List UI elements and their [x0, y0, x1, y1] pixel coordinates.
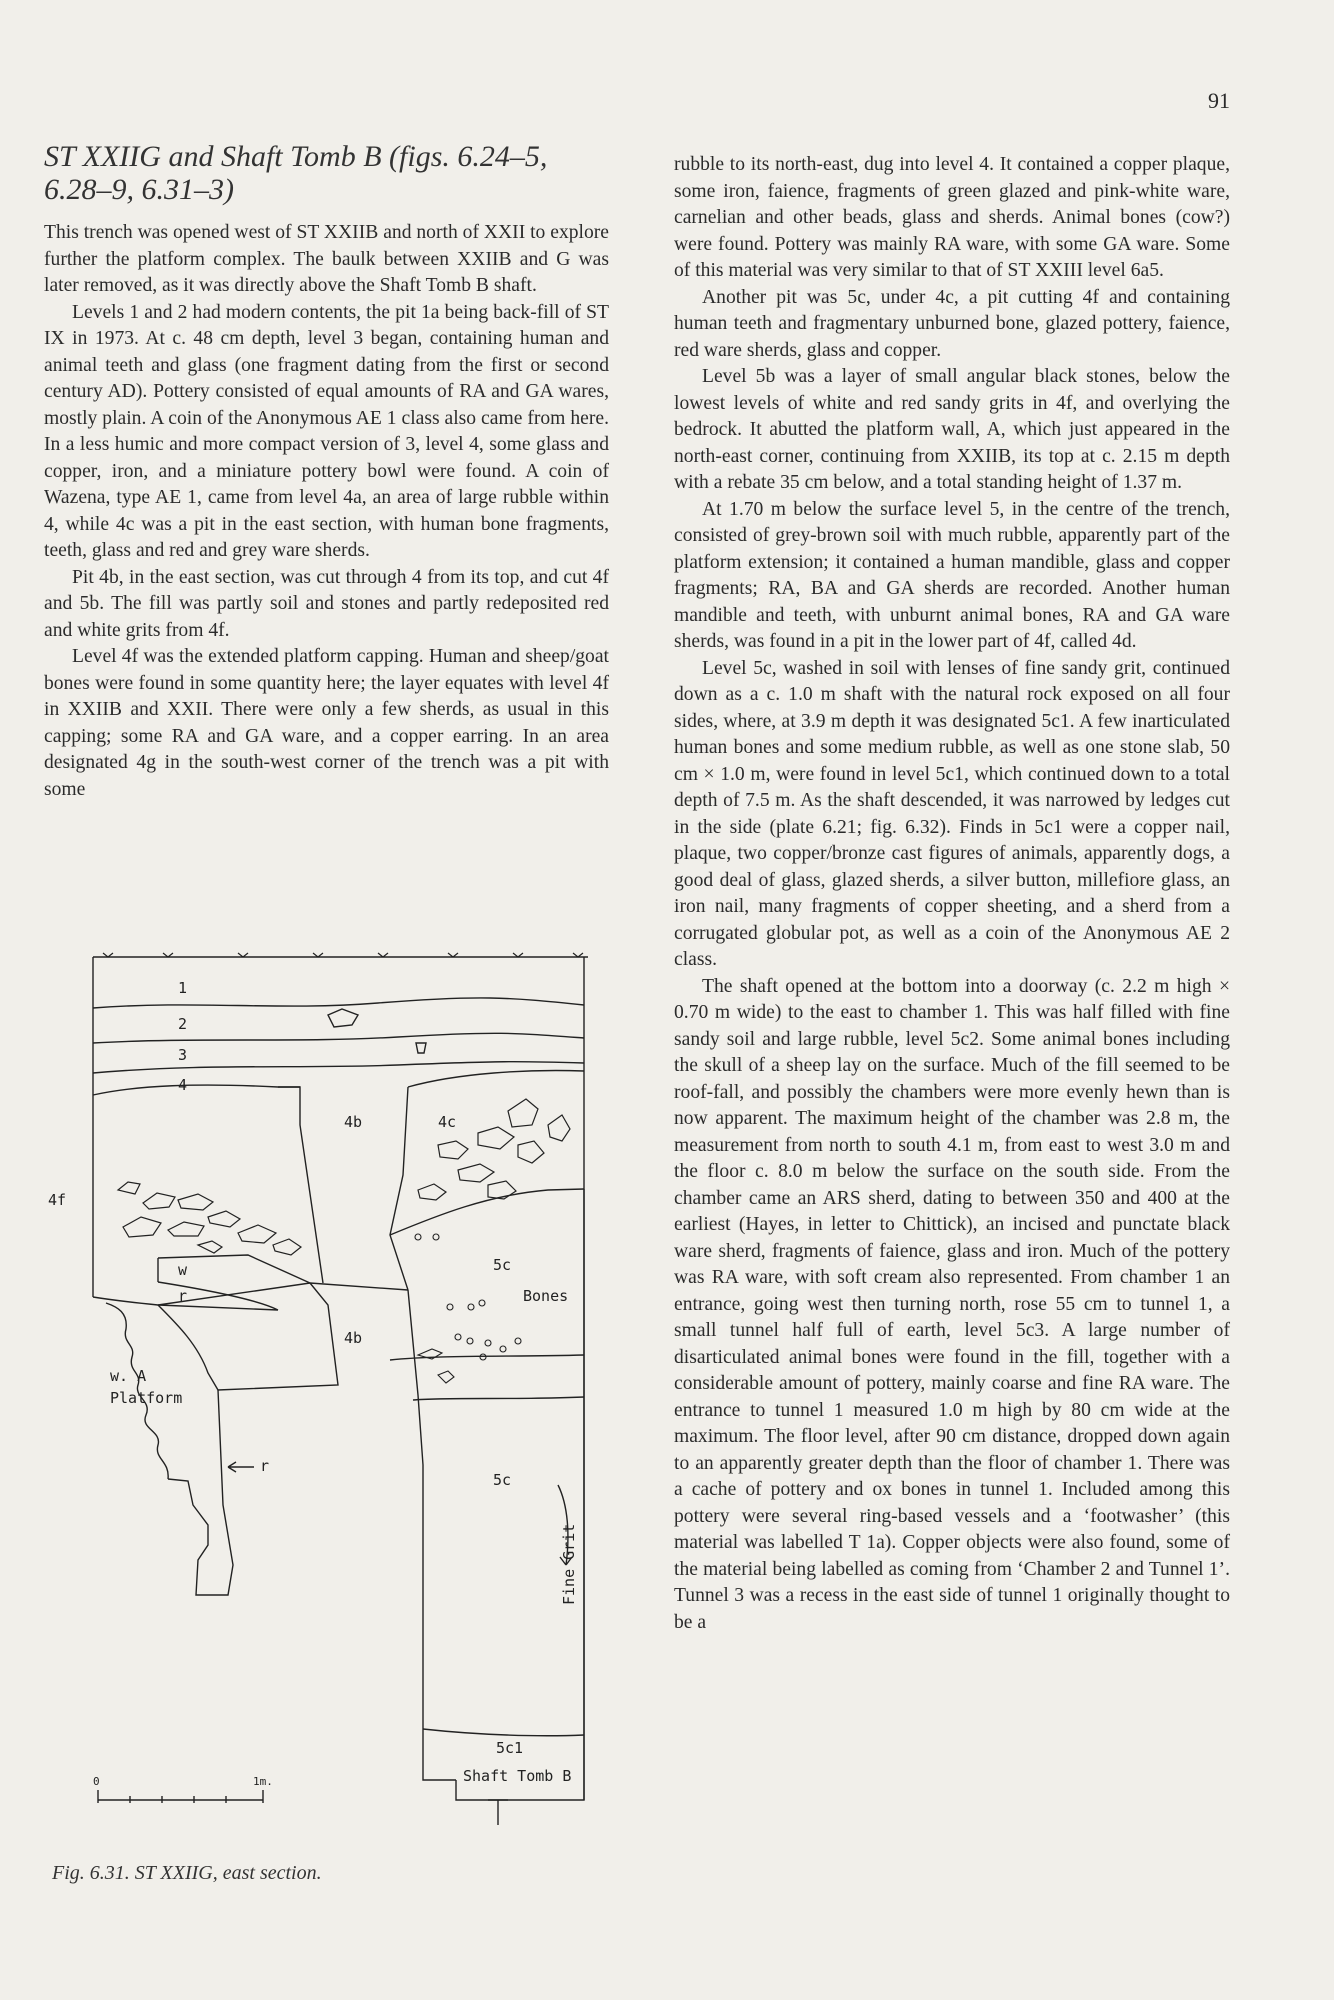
left-column: [44, 220, 609, 803]
boundary-4-lower: [93, 1085, 300, 1095]
right-paragraph-5: Level 5c, washed in soil with lenses of fine sandy grit, continued down as a c. 1.0 m shaft with the natural rock exposed on all four sides, where, at 3.9 m depth it was designated 5c1. A few inarticulated human bones and some medium rubble, as well as one stone slab, 50 cm × 1.0 m, were found in level 5c1, which continued down to a total depth of 7.5 m. As the shaft descended, it was narrowed by ledges cut in the side (plate 6.21; fig. 6.32). Finds in 5c1 were a copper nail, plaque, two copper/bronze cast figures of animals, apparently dogs, a good deal of glass, glazed sherds, a silver button, millefiore glass, an iron nail, many fragments of copper sheeting, and a sherd from a corrugated globular pot, as well as a coin of the Anonymous AE 2 class.: [674, 657, 1230, 970]
label-shaft-tomb: Shaft Tomb B: [463, 1767, 572, 1785]
label-5c-mid: 5c: [493, 1471, 512, 1489]
left-paragraph-1: This trench was opened west of ST XXIIB and north of XXII to explore further the platform complex. The baulk between XXIIB and G was later removed, as it was directly above the Shaft Tomb B shaft.: [44, 222, 610, 296]
label-bones: Bones: [523, 1287, 569, 1305]
right-column: [674, 152, 1230, 1636]
scale-label-1m: 1m.: [253, 1775, 273, 1788]
platform-steps: [168, 1390, 233, 1595]
trench-outline: [93, 957, 584, 1800]
left-paragraph-4: Level 4f was the extended platform capping. Human and sheep/goat bones were found in some quantity here; the layer equates with level 4f in XXIIB and XXII. There were only a few sherds, as usual in this capping; some RA and GA ware, and a copper earring. In an area designated 4g in the south-west corner of the trench was a pit with some: [44, 646, 609, 800]
platform-capping: [93, 1283, 408, 1305]
label-4f: 4f: [48, 1191, 67, 1209]
label-layer-1: 1: [178, 979, 188, 997]
label-pit-4c: 4c: [438, 1113, 457, 1131]
scale-bar: [98, 1790, 263, 1803]
label-5c1: 5c1: [496, 1739, 524, 1757]
shaft-5c1-line: [423, 1729, 584, 1736]
right-paragraph-2: Another pit was 5c, under 4c, a pit cutting 4f and containing human teeth and fragmentary unburned bone, glazed pottery, faience, red ware sherds, glass and copper.: [674, 286, 1230, 361]
label-wall-a: w. A: [110, 1367, 147, 1385]
figure-caption: Fig. 6.31. ST XXIIG, east section.: [52, 1862, 322, 1884]
right-paragraph-4: At 1.70 m below the surface level 5, in the centre of the trench, consisted of grey-brown soil with much rubble, apparently part of the platform extension; it contained a human mandible, glass and copper fragments; RA, BA and GA sherds are recorded. Another human mandible and teeth, with unburnt animal bones, RA and GA ware sherds, was found in a pit in the lower part of 4f, called 4d.: [674, 498, 1230, 652]
boundary-2-3: [93, 1033, 584, 1043]
label-platform: Platform: [110, 1389, 183, 1407]
pit-4c-top: [408, 1071, 584, 1087]
right-paragraph-6: The shaft opened at the bottom into a doorway (c. 2.2 m high × 0.70 m wide) to the east to chamber 1. This was half filled with fine sandy soil and large rubble, level 5c2. Some animal bones including the skull of a sheep lay on the surface. Much of the fill seemed to be roof-fall, and possibly the chambers were more evenly hewn than is now apparent. The maximum height of the chamber was 2.8 m, the measurement from north to south 4.1 m, from east to west 3.0 m and the floor c. 8.0 m below the surface on the south side. From the chamber came an ARS sherd, dating to between 350 and 400 at the earliest (Hayes, in letter to Chittick), an incised and punctate black ware sherd, fragments of faience, glass and iron. Much of the pottery was RA ware, with soft cream also represented. From chamber 1 an entrance, going west then turning north, rose 55 cm to tunnel 1, a small tunnel half full of earth, level 5c3. A large number of disarticulated animal bones were found in the fill, together with a considerable amount of pottery, mainly coarse and fine RA ware. The entrance to tunnel 1 measured 1.0 m high by 80 cm wide at the maximum. The floor level, after 90 cm distance, dropped down again to an apparently greater depth than the floor of chamber 1. There was a cache of pottery and ox bones in tunnel 1. Included among this pottery were several ring-based vessels and a ‘footwasher’ (this material was labelled T 1a). Copper objects were also found, some of the material being labelled as coming from ‘Chamber 2 and Tunnel 1’. Tunnel 3 was a recess in the east side of tunnel 1 originally thought to be a: [674, 975, 1230, 1633]
section-drawing: [48, 945, 608, 1825]
left-paragraph-3: Pit 4b, in the east section, was cut through 4 from its top, and cut 4f and 5b. The fill was partly soil and stones and partly redeposited red and white grits from 4f.: [44, 566, 609, 641]
label-layer-3: 3: [178, 1046, 188, 1064]
label-r: r: [178, 1287, 188, 1305]
shaft-5c-left: [408, 1290, 456, 1780]
page-number: 91: [1208, 88, 1230, 113]
layer-2-stone: [328, 1009, 426, 1053]
label-pit-4b-top: 4b: [344, 1113, 363, 1131]
boundary-1-2: [93, 998, 584, 1008]
scale-label-0: 0: [93, 1775, 100, 1788]
bone-lens: [413, 1397, 584, 1400]
label-w: w: [178, 1261, 188, 1279]
label-5c-top: 5c: [493, 1256, 512, 1274]
label-layer-2: 2: [178, 1015, 188, 1033]
section-heading: ST XXIIG and Shaft Tomb B (figs. 6.24–5, 6.28–9, 6.31–3): [44, 140, 548, 206]
right-paragraph-3: Level 5b was a layer of small angular black stones, below the lowest levels of white and red sandy grits in 4f, and overlying the bedrock. It abutted the platform wall, A, which just appeared in the north-east corner, continuing from XXIIB, its top at c. 2.15 m depth with a rebate 35 cm below, and a total standing height of 1.37 m.: [674, 366, 1230, 493]
label-layer-4: 4: [178, 1076, 188, 1094]
shaft-tomb-marker: [488, 1800, 508, 1825]
label-fine-grit: Fine Grit: [560, 1523, 578, 1605]
rubble-4f-icon: [118, 1182, 301, 1255]
label-pit-4b-mid: 4b: [344, 1329, 363, 1347]
label-r-arrow: r: [260, 1457, 270, 1475]
left-paragraph-2: Levels 1 and 2 had modern contents, the pit 1a being back-fill of ST IX in 1973. At c. 48 cm depth, level 3 began, containing human and animal teeth and glass (one fragment dating from the first or second century AD). Pottery consisted of equal amounts of RA and GA wares, mostly plain. A coin of the Anonymous AE 1 class also came from here. In a less humic and more compact version of 3, level 4, some glass and copper, iron, and a miniature pottery bowl were found. A coin of Wazena, type AE 1, came from level 4a, an area of large rubble within 4, while 4c was a pit in the east section, with human bone fragments, teeth, glass and red and grey ware sherds.: [44, 301, 609, 561]
right-paragraph-1: rubble to its north-east, dug into level 4. It contained a copper plaque, some iron, faience, fragments of green glazed and pink-white ware, carnelian and other beads, glass and sherds. Animal bones (cow?) were found. Pottery was mainly RA ware, with some GA ware. Some of this material was very similar to that of ST XXIII level 6a5.: [674, 154, 1230, 281]
pit-4b-upper: [278, 1087, 408, 1290]
r-arrow: [228, 1462, 254, 1472]
